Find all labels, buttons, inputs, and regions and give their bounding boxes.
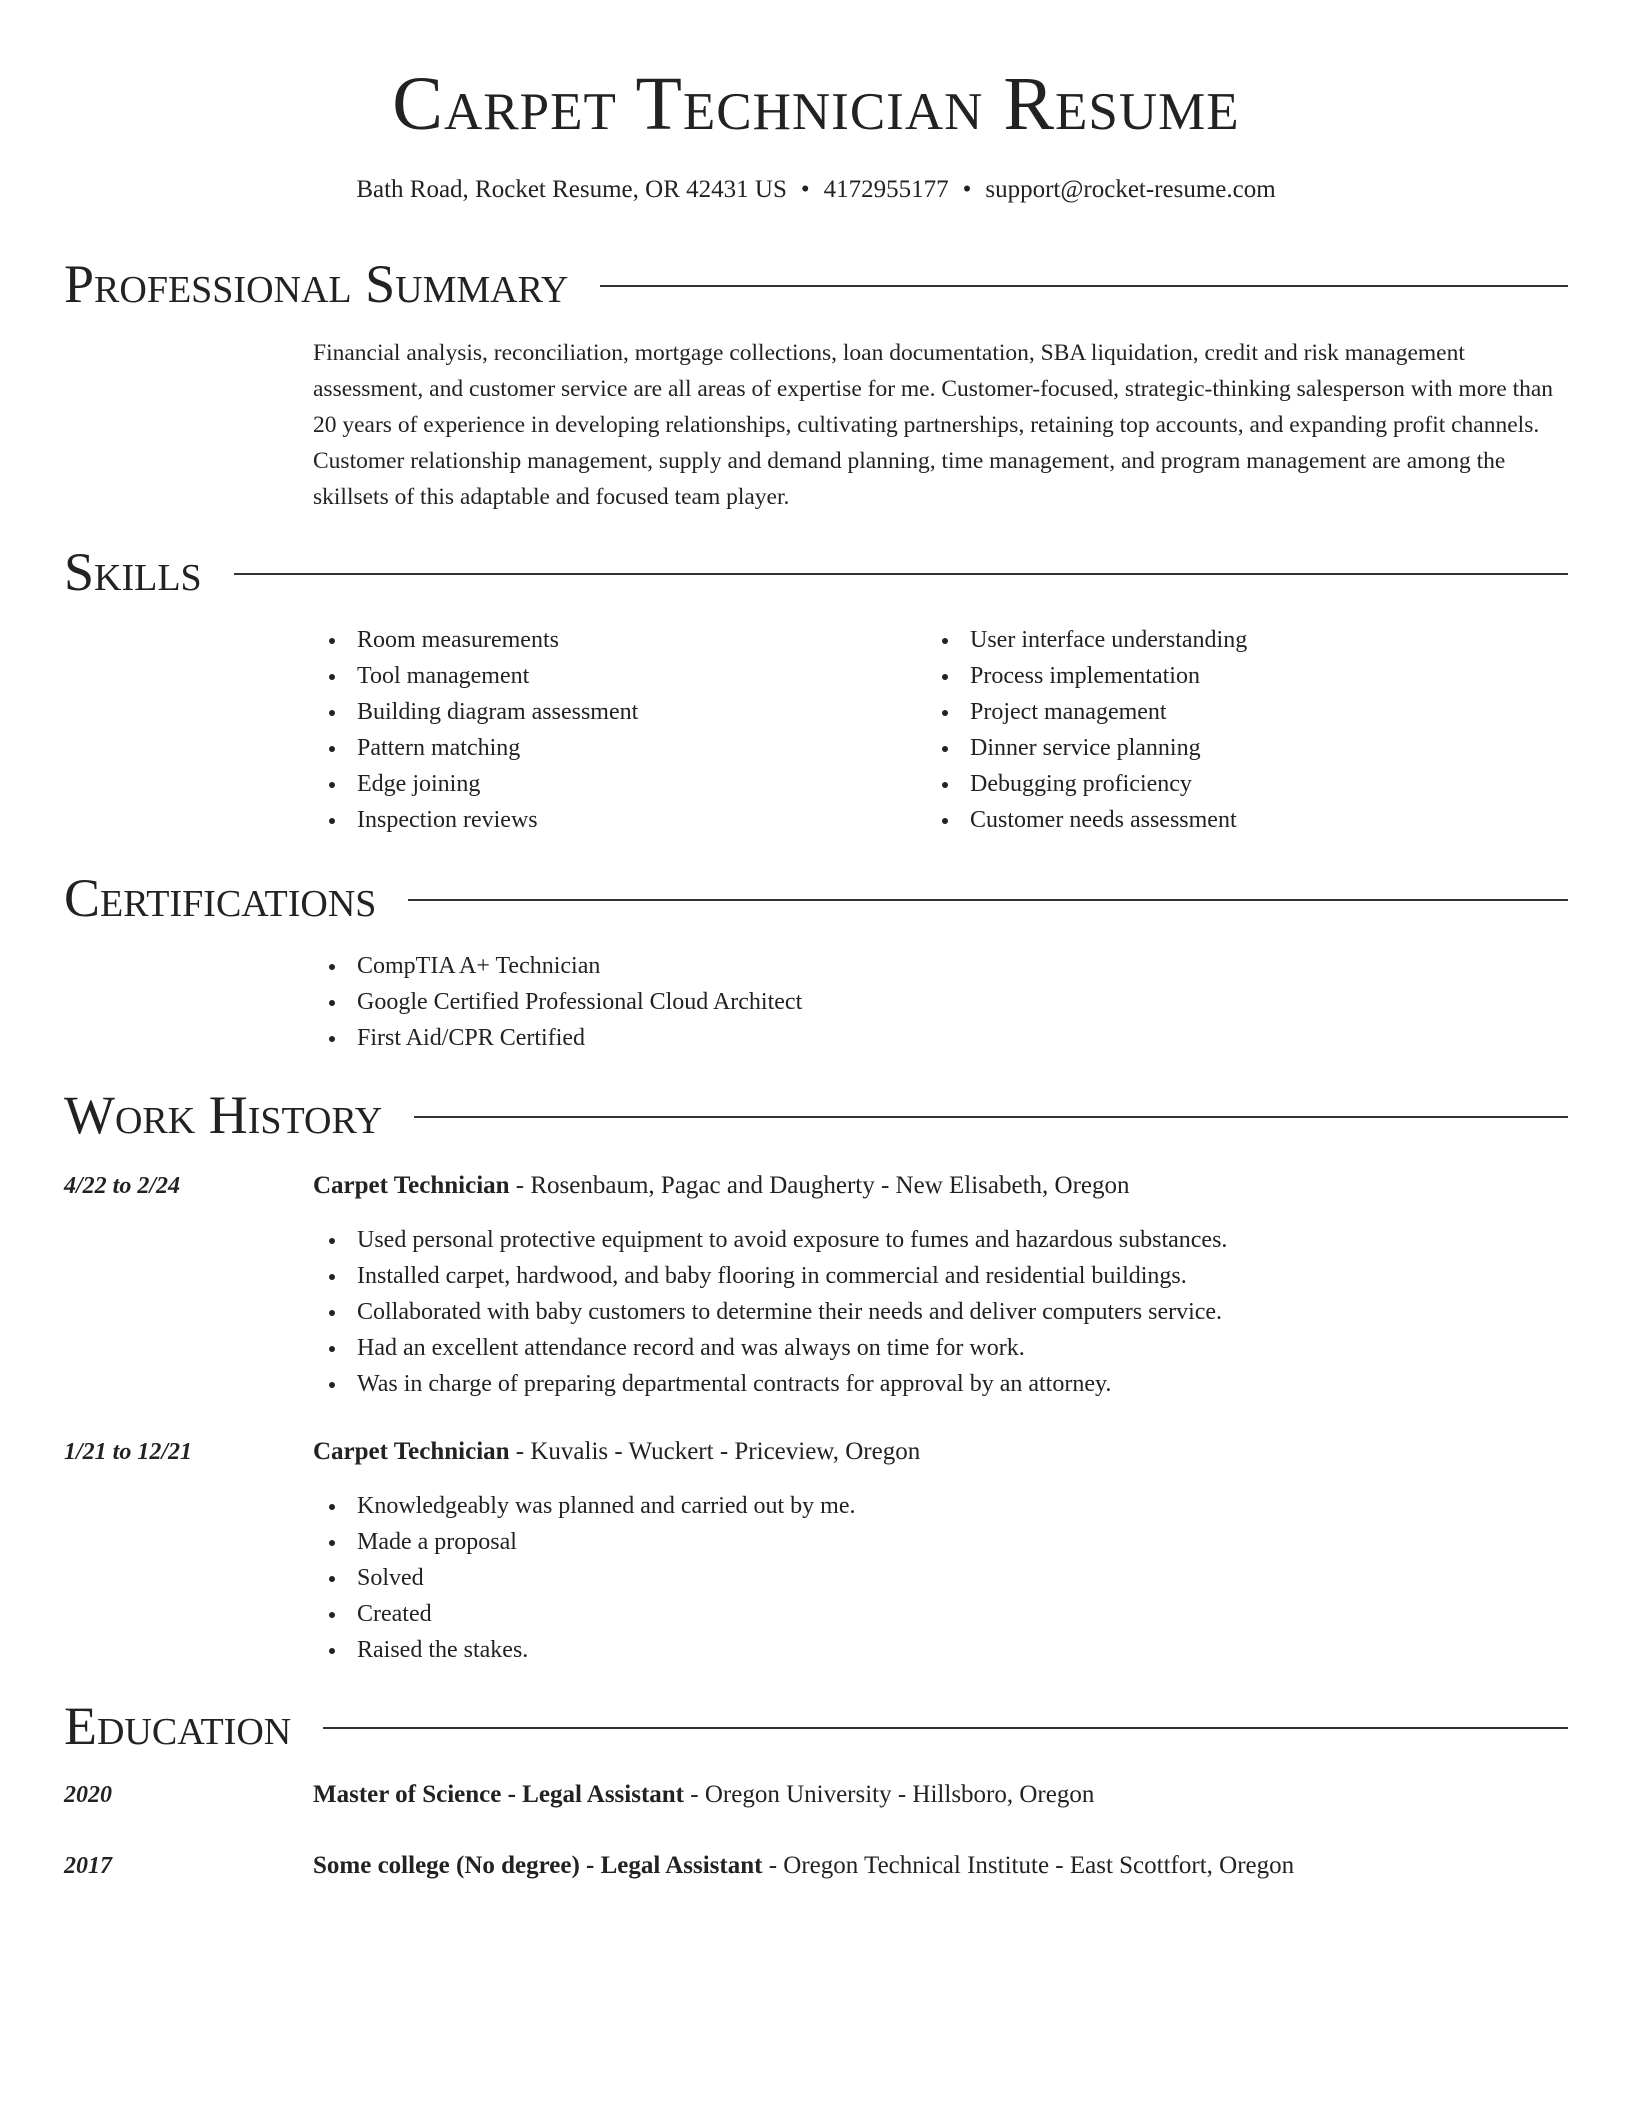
- certification-item: Google Certified Professional Cloud Architect: [313, 984, 1566, 1020]
- education-degree: Master of Science - Legal Assistant: [313, 1781, 685, 1808]
- job-bullet-item: Knowledgeably was planned and carried out by me.: [313, 1488, 1566, 1524]
- job-bullet-item: Used personal protective equipment to avoid exposure to fumes and hazardous substances.: [313, 1222, 1566, 1258]
- job-bullets-block: [313, 1488, 1566, 1668]
- job-employer: - Rosenbaum, Pagac and Daugherty - New Elisabeth, Oregon: [509, 1172, 1130, 1199]
- section-title-skills: Skills: [64, 542, 202, 602]
- work-section-header: [64, 1085, 1568, 1145]
- section-title-work: Work History: [64, 1085, 383, 1145]
- section-divider: [600, 285, 1568, 287]
- certifications-list: [313, 948, 1566, 1056]
- job-bullets-block: [313, 1222, 1566, 1402]
- education-year: 2020: [64, 1782, 112, 1808]
- contact-address: Bath Road, Rocket Resume, OR 42431 US: [356, 176, 787, 203]
- contact-email[interactable]: support@rocket-resume.com: [985, 176, 1276, 203]
- section-divider: [408, 899, 1568, 901]
- skill-item: Process implementation: [926, 658, 1566, 694]
- education-section-header: [64, 1696, 1568, 1756]
- certifications-section-header: [64, 868, 1568, 928]
- contact-separator: •: [962, 176, 972, 203]
- skill-item: Tool management: [313, 658, 913, 694]
- skill-item: Room measurements: [313, 622, 913, 658]
- certification-item: CompTIA A+ Technician: [313, 948, 1566, 984]
- skill-item: Inspection reviews: [313, 802, 913, 838]
- section-divider: [414, 1116, 1568, 1118]
- education-year: 2017: [64, 1853, 112, 1879]
- section-title-education: Education: [64, 1696, 292, 1756]
- summary-text: Financial analysis, reconciliation, mortgage collections, loan documentation, SBA liquidation, credit and risk management assessment, and customer service are all areas of expertise for me. Customer-focused, strategic-thinking salesperson with more than 20 years of experience in developing relationships, cultivating partnerships, retaining top accounts, and expanding profit channels. Customer relationship management, supply and demand planning, time management, and program management are among the skillsets of this adaptable and focused team player.: [313, 340, 1554, 510]
- job-bullet-item: Created: [313, 1596, 1566, 1632]
- education-entry: [313, 1777, 1094, 1813]
- job-role: Carpet Technician: [313, 1438, 510, 1465]
- job-bullets: [313, 1222, 1566, 1402]
- skill-item: Edge joining: [313, 766, 913, 802]
- skill-item: Dinner service planning: [926, 730, 1566, 766]
- job-dates: 4/22 to 2/24: [64, 1173, 181, 1199]
- contact-phone: 4172955177: [823, 176, 949, 203]
- education-school: - Oregon Technical Institute - East Scottfort, Oregon: [762, 1852, 1295, 1879]
- education-school: - Oregon University - Hillsboro, Oregon: [684, 1781, 1095, 1808]
- skills-list-left: [313, 622, 913, 838]
- job-bullet-item: Had an excellent attendance record and was always on time for work.: [313, 1330, 1566, 1366]
- job-bullet-item: Collaborated with baby customers to determine their needs and deliver computers service.: [313, 1294, 1566, 1330]
- section-title-summary: Professional Summary: [64, 254, 569, 314]
- job-bullets: [313, 1488, 1566, 1668]
- job-title-line: [313, 1168, 1130, 1204]
- skills-list-right: [926, 622, 1566, 838]
- job-bullet-item: Made a proposal: [313, 1524, 1566, 1560]
- job-bullet-item: Installed carpet, hardwood, and baby flooring in commercial and residential buildings.: [313, 1258, 1566, 1294]
- contact-line: [0, 175, 1632, 205]
- job-role: Carpet Technician: [313, 1172, 510, 1199]
- job-bullet-item: Raised the stakes.: [313, 1632, 1566, 1668]
- skills-column-left: [313, 622, 913, 838]
- contact-separator: •: [800, 176, 810, 203]
- summary-section-header: [64, 254, 1568, 314]
- job-bullet-item: Was in charge of preparing departmental contracts for approval by an attorney.: [313, 1366, 1566, 1402]
- skills-section-header: [64, 542, 1568, 602]
- section-title-certifications: Certifications: [64, 868, 377, 928]
- section-divider: [323, 1727, 1568, 1729]
- skill-item: Building diagram assessment: [313, 694, 913, 730]
- education-degree: Some college (No degree) - Legal Assistant: [313, 1852, 763, 1879]
- section-divider: [234, 573, 1568, 575]
- certification-item: First Aid/CPR Certified: [313, 1020, 1566, 1056]
- education-entry: [313, 1848, 1294, 1884]
- resume-title: Carpet Technician Resume: [392, 62, 1240, 146]
- skill-item: Pattern matching: [313, 730, 913, 766]
- job-title-line: [313, 1434, 920, 1470]
- job-employer: - Kuvalis - Wuckert - Priceview, Oregon: [509, 1438, 921, 1465]
- skill-item: User interface understanding: [926, 622, 1566, 658]
- skill-item: Project management: [926, 694, 1566, 730]
- job-dates: 1/21 to 12/21: [64, 1439, 193, 1465]
- job-bullet-item: Solved: [313, 1560, 1566, 1596]
- skill-item: Customer needs assessment: [926, 802, 1566, 838]
- certifications-block: [313, 948, 1566, 1056]
- skills-column-right: [926, 622, 1566, 838]
- skill-item: Debugging proficiency: [926, 766, 1566, 802]
